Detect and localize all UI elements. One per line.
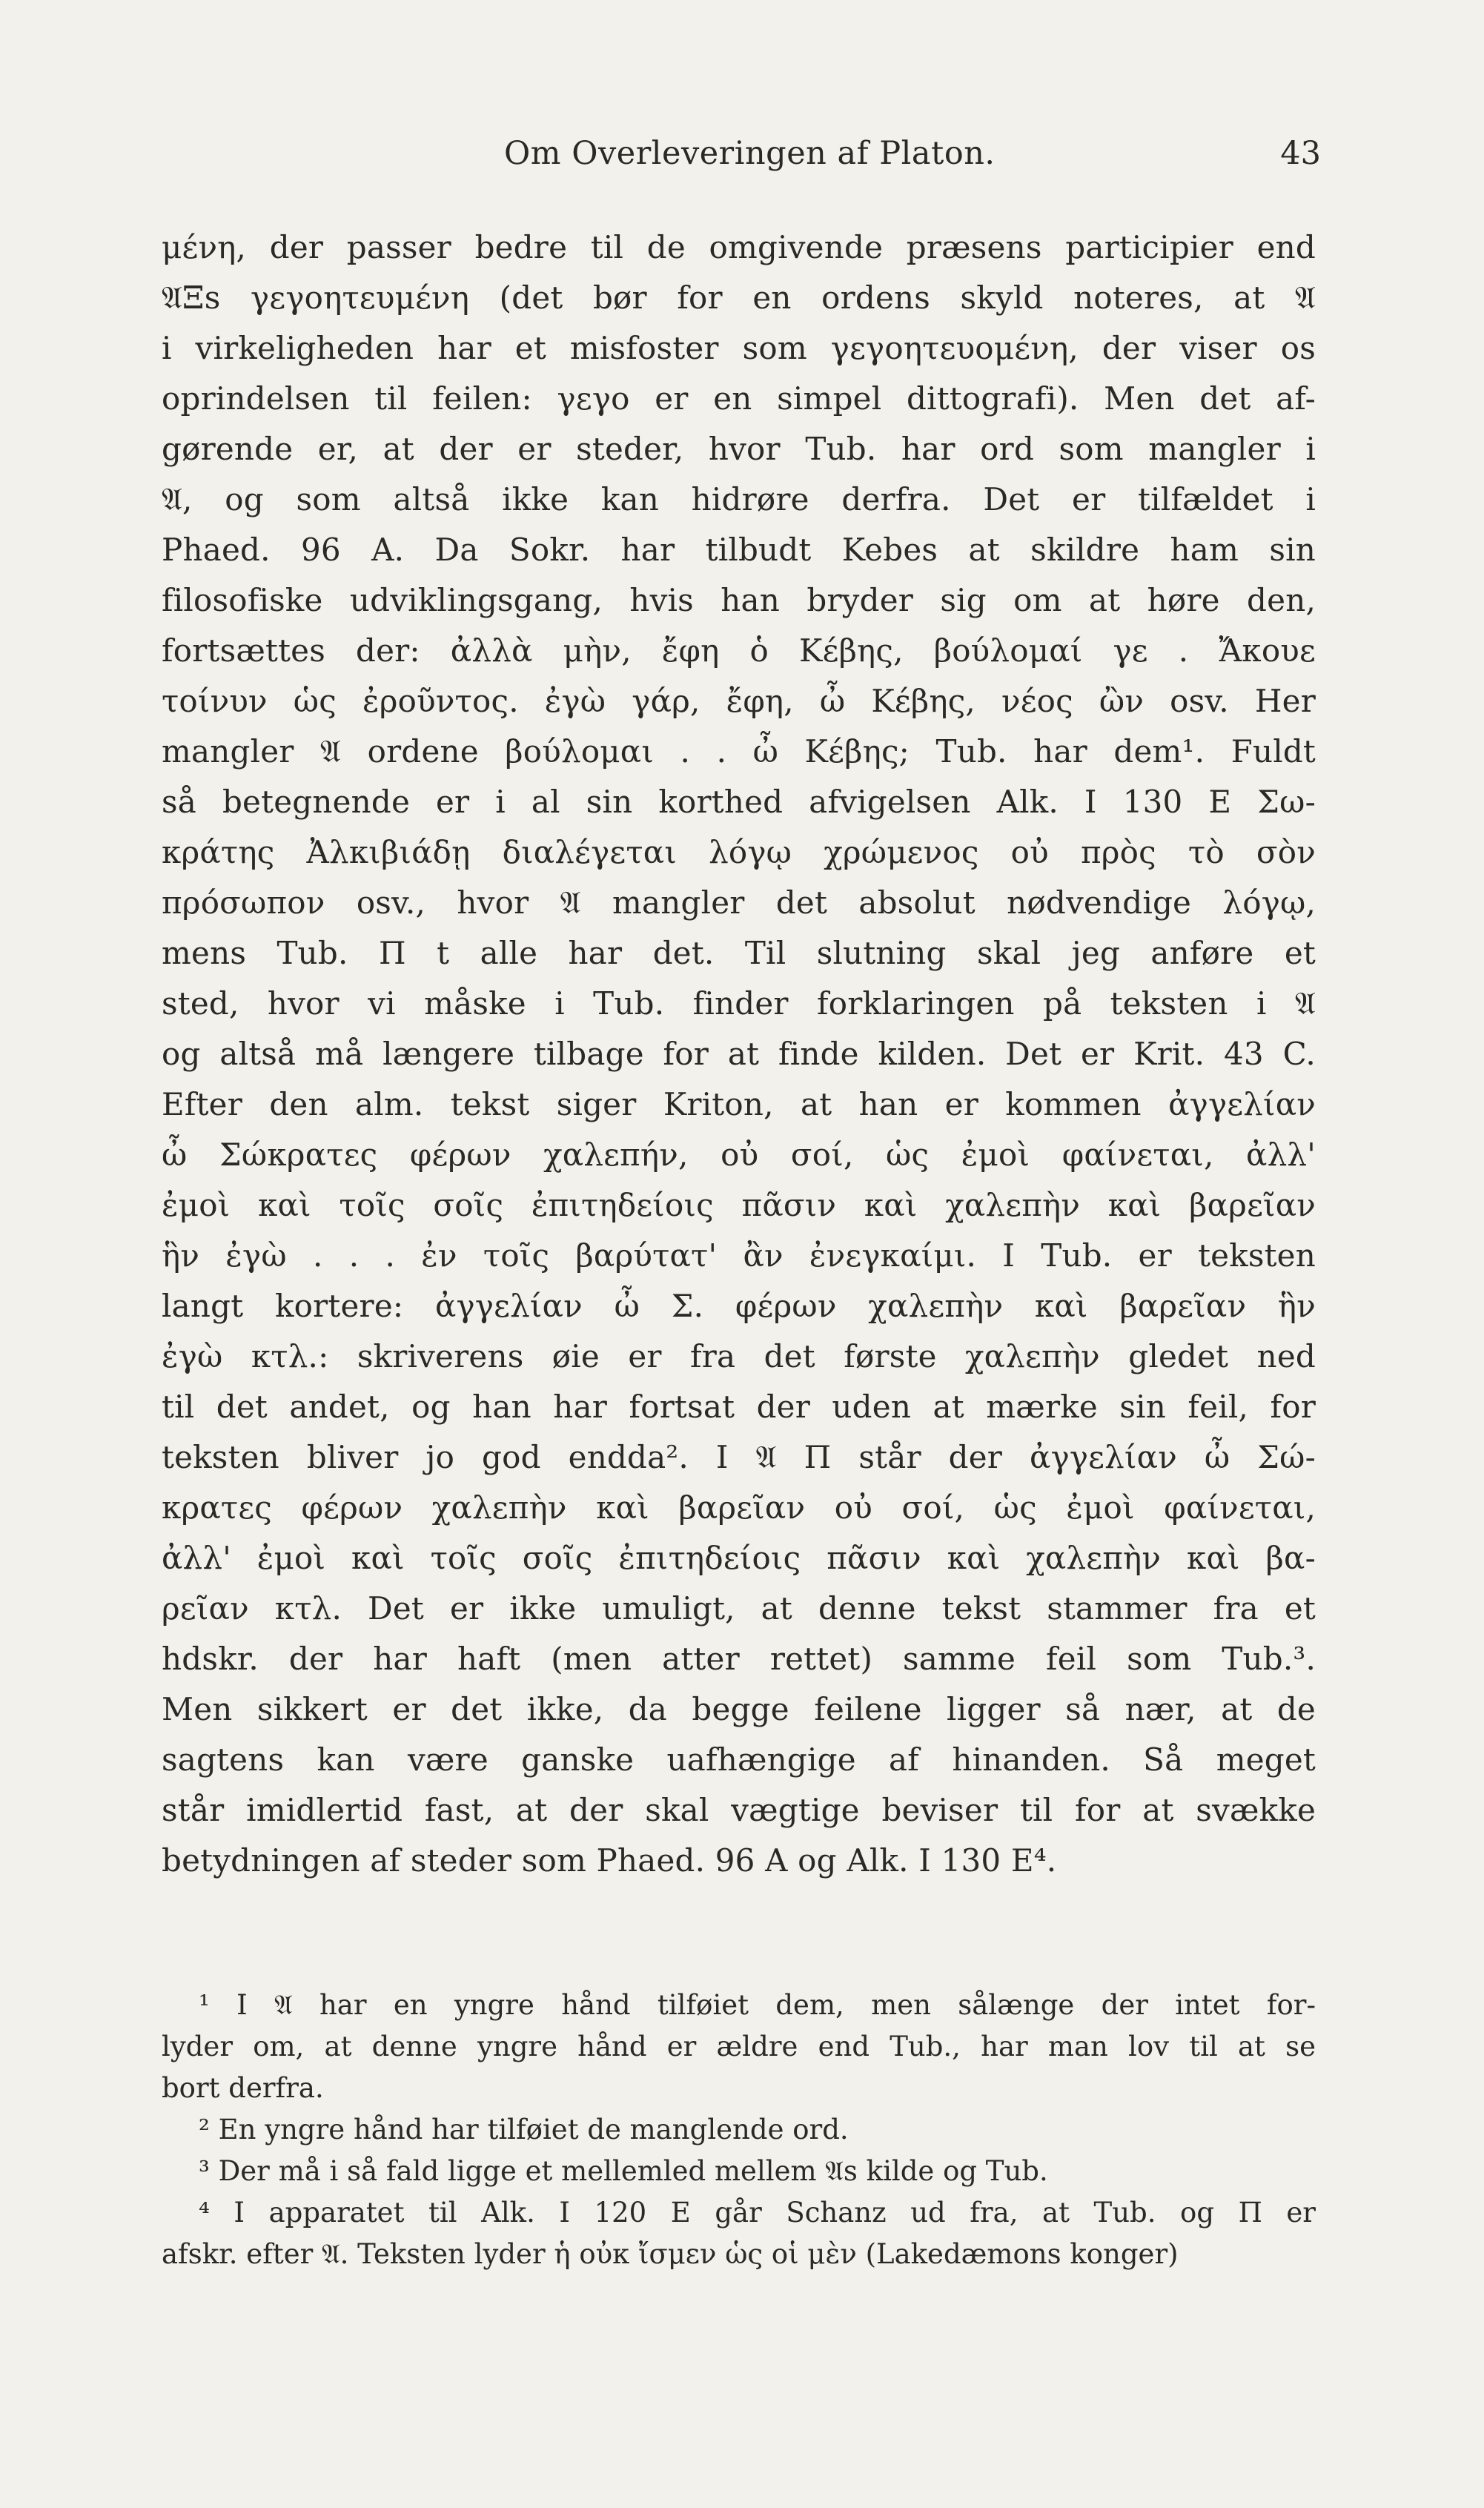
footnote-line: lyder om, at denne yngre hånd er ældre end Tub., har man lov til at se [162,2031,1316,2062]
text-line: ρεῖαν κτλ. Det er ikke umuligt, at denne tekst stammer fra et [162,1590,1316,1627]
text-line: og altså må længere tilbage for at finde kilden. Det er Krit. 43 C. [162,1036,1316,1072]
text-line: fortsættes der: ἀλλὰ μὴν, ἔφη ὁ Κέβης, βούλομαί γε . Ἄκουε [162,632,1316,669]
text-line: står imidlertid fast, at der skal vægtige beviser til for at svække [162,1792,1316,1828]
text-line: τοίνυν ὡς ἐροῦντος. ἐγὼ γάρ, ἔφη, ὦ Κέβης, νέος ὢν osv. Her [162,683,1316,719]
text-line: κράτης Ἀλκιβιάδῃ διαλέγεται λόγῳ χρώμενος οὐ πρὸς τὸ σὸν [162,834,1316,870]
footnote-line: ³ Der må i så fald ligge et mellemled mellem 𝔄s kilde og Tub. [199,2155,1048,2187]
footnote-line: ⁴ I apparatet til Alk. I 120 E går Schanz ud fra, at Tub. og Π er [199,2197,1316,2229]
text-line: κρατες φέρων χαλεπὴν καὶ βαρεῖαν οὐ σοί, ὡς ἐμοὶ φαίνεται, [162,1489,1316,1526]
text-line: 𝔄, og som altså ikke kan hidrøre derfra. Det er tilfældet i [162,481,1316,517]
text-line: oprindelsen til feilen: γεγο er en simpel dittografi). Men det af- [162,380,1316,417]
text-line: πρόσωπον osv., hvor 𝔄 mangler det absolut nødvendige λόγῳ, [162,884,1316,921]
page-header [504,135,1321,187]
footnote-line: bort derfra. [162,2072,324,2104]
text-line: ἣν ἐγὼ . . . ἐν τοῖς βαρύτατ' ἂν ἐνεγκαίμι. I Tub. er teksten [162,1237,1316,1274]
page-number: 43 [1280,135,1321,172]
text-line: Phaed. 96 A. Da Sokr. har tilbudt Kebes at skildre ham sin [162,532,1316,568]
text-line: mens Tub. Π t alle har det. Til slutning skal jeg anføre et [162,935,1316,971]
text-line: sagtens kan være ganske uafhængige af hinanden. Så meget [162,1741,1316,1778]
text-line: hdskr. der har haft (men atter rettet) samme feil som Tub.³. [162,1641,1316,1677]
text-line: langt kortere: ἀγγελίαν ὦ Σ. φέρων χαλεπὴν καὶ βαρεῖαν ἣν [162,1288,1316,1324]
text-line: til det andet, og han har fortsat der uden at mærke sin feil, for [162,1389,1316,1425]
footnote-line: afskr. efter 𝔄. Teksten lyder ἡ οὐκ ἴσμεν ὡς οἱ μὲν (Lakedæmons konger) [162,2238,1179,2270]
text-line: mangler 𝔄 ordene βούλομαι . . ὦ Κέβης; Tub. har dem¹. Fuldt [162,733,1316,770]
text-line: i virkeligheden har et misfoster som γεγοητευομένη, der viser os [162,330,1316,366]
text-line: ἐγὼ κτλ.: skriverens øie er fra det første χαλεπὴν gledet ned [162,1338,1316,1374]
text-line: filosofiske udviklingsgang, hvis han bryder sig om at høre den, [162,582,1316,618]
text-line: så betegnende er i al sin korthed afvigelsen Alk. I 130 E Σω- [162,784,1316,820]
text-line: gørende er, at der er steder, hvor Tub. har ord som mangler i [162,431,1316,467]
footnotes [162,1985,1316,2275]
body-text [162,222,1316,1886]
text-line: Efter den alm. tekst siger Kriton, at han er kommen ἀγγελίαν [162,1086,1316,1122]
text-line: μένη, der passer bedre til de omgivende præsens participier end [162,229,1316,265]
text-line: ὦ Σώκρατες φέρων χαλεπήν, οὐ σοί, ὡς ἐμοὶ φαίνεται, ἀλλ' [162,1136,1316,1173]
running-title: Om Overleveringen af Platon. [504,135,996,172]
text-line: betydningen af steder som Phaed. 96 A og Alk. I 130 E⁴. [162,1842,1057,1879]
footnote-line: ¹ I 𝔄 har en yngre hånd tilføiet dem, men sålænge der intet for- [199,1989,1316,2021]
text-line: ἐμοὶ καὶ τοῖς σοῖς ἐπιτηδείοις πᾶσιν καὶ χαλεπὴν καὶ βαρεῖαν [162,1187,1316,1223]
text-line: Men sikkert er det ikke, da begge feilene ligger så nær, at de [162,1691,1316,1727]
text-line: sted, hvor vi måske i Tub. finder forklaringen på teksten i 𝔄 [162,985,1316,1022]
text-line: teksten bliver jo god endda². I 𝔄 Π står der ἀγγελίαν ὦ Σώ- [162,1439,1316,1475]
text-line: ἀλλ' ἐμοὶ καὶ τοῖς σοῖς ἐπιτηδείοις πᾶσιν καὶ χαλεπὴν καὶ βα- [162,1540,1316,1576]
text-line: 𝔄Ξs γεγοητευμένη (det bør for en ordens skyld noteres, at 𝔄 [162,279,1316,316]
footnote-line: ² En yngre hånd har tilføiet de manglende ord. [199,2114,849,2145]
